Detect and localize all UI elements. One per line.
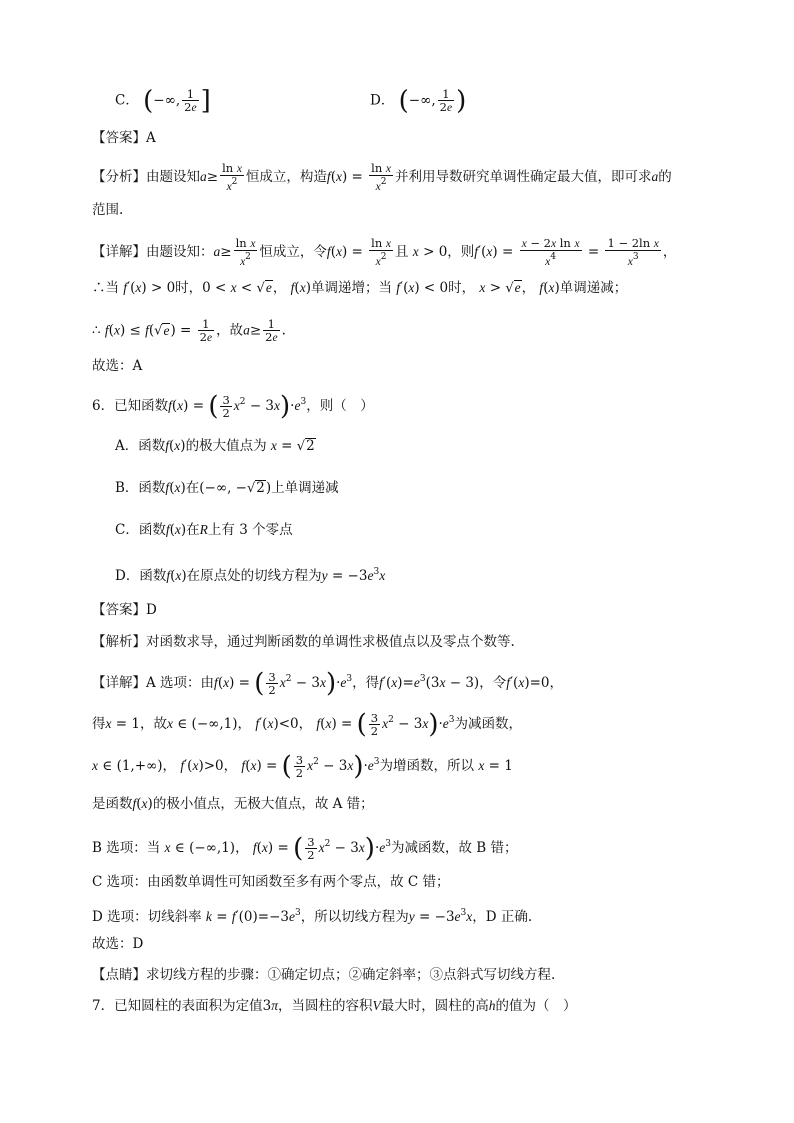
text: 为减函数，故 B 错； — [390, 840, 518, 856]
text: 的值为（ ） — [495, 998, 577, 1014]
select-6: 故选：D — [92, 936, 144, 952]
text: 且 — [395, 244, 409, 260]
remark-6: 【点睛】求切线方程的步骤：①确定切点；②确定斜率；③点斜式写切线方程. — [92, 967, 556, 983]
detail-6-line5: B 选项：当 x ∈ (−∞,1)， f(x) = ( $\frac{3}{2}$ $x^2 - 3x)\cdot e^3$为减函数，故 B 错； — [92, 833, 518, 864]
text: 恒成立，令 — [259, 244, 327, 260]
detail-5-line3: ∴ f(x) ≤ f(√e) = $\frac{1}{2e}$ ，故a≥ $\frac{1}{2e}$ . — [92, 317, 286, 344]
text: 【详解】由题设知： — [92, 244, 214, 260]
text: 在原点处的切线方程为 — [186, 568, 322, 584]
option-label: C． — [115, 92, 139, 109]
text: 为减函数， — [454, 716, 523, 732]
text: ，令 — [479, 675, 507, 691]
text: 最大时，圆柱的高 — [380, 998, 489, 1014]
text: 单调递增；当 — [310, 280, 392, 296]
option-d: D． (−∞, $\frac{1}{2e}$ ) — [370, 86, 467, 116]
answer-5: 【答案】A — [92, 130, 156, 146]
text: 【详解】A 选项：由 — [92, 675, 215, 691]
text: A．函数 — [115, 438, 166, 454]
text: 恒成立，构造 — [245, 169, 327, 185]
text: 单调递减； — [559, 280, 628, 296]
text: 时， — [448, 280, 476, 296]
detail-6-line1: 【详解】A 选项：由f(x) = ( $\frac{3}{2}$ $x^2 - 3x)\cdot e^3$，得$f'(x)=e^3(3x - 3)$，令f′(x)=0， — [92, 668, 563, 699]
text: D 选项：切线斜率 — [92, 909, 202, 925]
select-5: 故选：A — [92, 358, 143, 374]
text: B．函数 — [115, 480, 166, 496]
detail-6-line6: C 选项：由函数单调性可知函数至多有两个零点，故 C 错； — [92, 874, 450, 890]
detail-6-line3: x ∈ (1,+∞)， f′(x)>0， f(x) = ( $\frac{3}{2}$ $x^2 - 3x)\cdot e^3$为增函数，所以 x = 1 — [92, 751, 513, 782]
detail-5-line1: 【详解】由题设知：a≥ $\frac{\text{ln x}}{x^2}$ 恒成立，令f(x) = $\frac{\text{ln x}}{x^2}$ 且 x > 0，则f′(x) = $\frac{\text{x − 2x ln x}}{x^4}$ = $\frac{\text{1 − 2ln x}}{x^3}$ ， — [92, 236, 677, 268]
analysis-6: 【解析】对函数求导，通过判断函数的单调性求极值点以及零点个数等. — [92, 634, 515, 650]
text: ，故 — [139, 716, 167, 732]
text: 6．已知函数 — [92, 398, 169, 414]
option-label: D． — [370, 92, 395, 109]
text: 是函数 — [92, 796, 133, 812]
analysis-5: 【分析】由题设知a≥ $\frac{\text{ln x}}{x^2}$ 恒成立，构造f(x) = $\frac{\text{ln x}}{x^2}$ 并利用导数研究单调性确定最大值，即可求a的 — [92, 161, 672, 193]
question-6: 6．已知函数f(x) = ( $\frac{3}{2}$ $x^2 - 3x)\cdot e^3$，则（ ） — [92, 391, 374, 422]
text: ，故 — [216, 322, 244, 339]
text: ，则（ ） — [306, 398, 374, 414]
text: 的极大值点为 — [185, 438, 267, 454]
text: ，所以切线方程为 — [300, 909, 409, 925]
option-6c: C．函数f(x)在R上有 3 个零点 — [115, 522, 293, 538]
detail-6-line4: 是函数f(x)的极小值点，无极大值点，故 A 错； — [92, 796, 374, 812]
text: 上单调递减 — [271, 480, 339, 496]
text: 在 — [185, 480, 200, 496]
text: 的极小值点，无极大值点，故 A 错； — [152, 796, 374, 812]
text: ，得 — [352, 675, 380, 691]
text: 并利用导数研究单调性确定最大值，即可求 — [395, 169, 652, 185]
text: ∴当 — [92, 280, 119, 296]
option-c: C． (−∞, $\frac{1}{2e}$ ] — [115, 86, 211, 116]
option-6d: D．函数f(x)在原点处的切线方程为$y = -3e^3x$ — [115, 567, 386, 584]
text: ，当圆柱的容积 — [277, 998, 373, 1014]
detail-6-line2: 得x = 1，故x ∈ (−∞,1)， f′(x)<0， f(x) = ( $\frac{3}{2}$ $x^2 - 3x)\cdot e^3$为减函数， — [92, 709, 523, 740]
text: ，D 正确. — [472, 909, 533, 925]
detail-6-line7: D 选项：切线斜率 $k = f'(0)=-3e^3$，所以切线方程为$y = -3e^3x$，D 正确. — [92, 908, 533, 925]
text: 【分析】由题设知 — [92, 169, 200, 185]
text: D．函数 — [115, 568, 167, 584]
analysis-5-cont: 范围. — [92, 202, 124, 218]
option-6a: A．函数f(x)的极大值点为 x = √2 — [115, 438, 315, 454]
option-6b: B．函数f(x)在(−∞, −√2)上单调递减 — [115, 480, 339, 496]
text: ，则 — [447, 244, 475, 260]
text: 7．已知圆柱的表面积为定值 — [92, 998, 263, 1014]
text: 时， — [175, 280, 203, 296]
text: 为增函数，所以 — [379, 758, 475, 774]
answer-6: 【答案】D — [92, 602, 157, 618]
text: C．函数 — [115, 522, 166, 538]
text: 在 — [186, 522, 200, 538]
question-7: 7．已知圆柱的表面积为定值3π，当圆柱的容积V最大时，圆柱的高h的值为（ ） — [92, 998, 577, 1014]
text: 的 — [658, 169, 672, 185]
text: 上有 3 个零点 — [207, 522, 293, 538]
text: B 选项：当 — [92, 840, 161, 856]
detail-5-line2: ∴当 f′(x) > 0时，0 < x < √e， f(x)单调递增；当 f′(x) < 0时， x > √e， f(x)单调递减； — [92, 280, 628, 296]
text: 得 — [92, 716, 106, 732]
